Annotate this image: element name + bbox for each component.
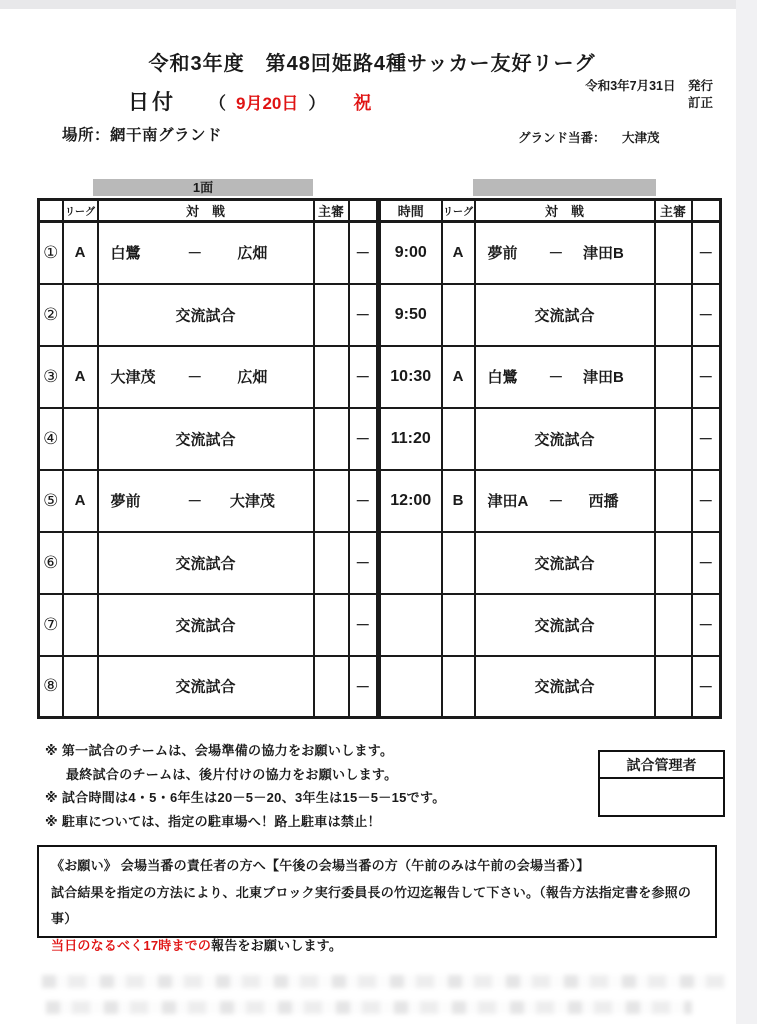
home-team-right: 津田A (487, 493, 529, 510)
joint-match-left: 交流試合 (175, 555, 236, 572)
referee-right (655, 408, 692, 470)
date-value: 9月20日 (236, 94, 299, 113)
referee-left (314, 470, 349, 532)
result-left: － (349, 222, 379, 284)
referee-left (314, 532, 349, 594)
vs-dash-right: － (548, 245, 564, 263)
match-time (379, 656, 442, 718)
matchup-right (475, 284, 655, 346)
away-team-left: 広畑 (237, 245, 268, 263)
matchup-left (98, 408, 314, 470)
matchup-right-wrap (476, 366, 654, 387)
date-label: 日付 (128, 91, 176, 114)
joint-match-right: 交流試合 (534, 431, 595, 448)
result-left: － (349, 594, 379, 656)
away-team-left: 広畑 (237, 369, 268, 386)
pitch-1-banner: 1面 (93, 179, 313, 196)
league-left (63, 594, 98, 656)
vs-dash-left: － (187, 369, 203, 386)
referee-right (655, 470, 692, 532)
note-line: ※ 第一試合のチームは、会場準備の協力をお願いします。 (45, 743, 394, 758)
joint-match-left: 交流試合 (175, 678, 236, 696)
matchup-right (475, 656, 655, 718)
matchup-right (475, 470, 655, 532)
matchup-left (98, 656, 314, 718)
match-number: ⑧ (39, 656, 63, 718)
header-referee-right: 主審 (655, 200, 692, 222)
matchup-right (475, 222, 655, 284)
referee-right (655, 594, 692, 656)
referee-right (655, 346, 692, 408)
date-paren-open: （ (209, 94, 226, 113)
request-line-3-rest: 報告をお願いします。 (211, 937, 343, 953)
match-manager-box (598, 750, 725, 817)
league-left (63, 656, 98, 718)
match-number: ⑥ (39, 532, 63, 594)
home-team-left: 白鷺 (110, 245, 141, 263)
scan-edge-right (736, 0, 757, 1024)
matchup-left (98, 532, 314, 594)
issue-date: 令和3年7月31日 発行 (585, 79, 713, 93)
league-right (442, 656, 475, 718)
result-right: － (692, 532, 721, 594)
joint-match-left: 交流試合 (175, 307, 236, 324)
venue-label: 場所：網干南グランド (62, 127, 223, 144)
pitch-banners (37, 179, 719, 196)
ground-duty-label: グランド当番： (518, 131, 606, 145)
matchup-left-wrap (99, 366, 313, 387)
league-left (63, 284, 98, 346)
schedule-row (39, 470, 721, 532)
vs-dash-right: － (548, 493, 564, 510)
request-line-3 (51, 933, 703, 960)
league-left: A (63, 470, 98, 532)
match-number: ⑦ (39, 594, 63, 656)
pitch-2-banner (473, 179, 656, 196)
vs-dash-right: － (548, 369, 564, 386)
joint-match-right: 交流試合 (534, 617, 595, 634)
result-left: － (349, 346, 379, 408)
header-blank-left (39, 200, 63, 222)
referee-right (655, 532, 692, 594)
away-team-right: 西播 (588, 493, 619, 510)
page-title: 令和3年度 第48回姫路4種サッカー友好リーグ (148, 53, 596, 75)
schedule-header-row (39, 200, 721, 222)
schedule-row (39, 656, 721, 718)
joint-match-right: 交流試合 (534, 307, 595, 324)
match-time: 9:50 (379, 284, 442, 346)
schedule-body (39, 222, 721, 718)
league-right (442, 532, 475, 594)
match-number: ① (39, 222, 63, 284)
referee-left (314, 346, 349, 408)
result-right: － (692, 594, 721, 656)
note-line: ※ 駐車については、指定の駐車場へ！路上駐車は禁止！ (45, 813, 381, 829)
referee-left (314, 656, 349, 718)
league-left (63, 532, 98, 594)
schedule-row (39, 408, 721, 470)
match-time: 12:00 (379, 470, 442, 532)
result-right: － (692, 408, 721, 470)
away-team-left: 大津茂 (229, 493, 275, 510)
matchup-right-wrap (476, 242, 654, 263)
league-right (442, 594, 475, 656)
joint-match-left: 交流試合 (175, 617, 236, 634)
home-team-left: 夢前 (110, 493, 141, 510)
matchup-left (98, 594, 314, 656)
bleed-through-text (42, 975, 726, 988)
home-team-left: 大津茂 (110, 369, 156, 386)
referee-left (314, 222, 349, 284)
scan-edge-top (0, 0, 757, 9)
league-right (442, 408, 475, 470)
matchup-left (98, 346, 314, 408)
revision-label: 訂正 (687, 96, 713, 110)
match-time: 11:20 (379, 408, 442, 470)
referee-left (314, 408, 349, 470)
result-left: － (349, 470, 379, 532)
note-line: 最終試合のチームは、後片付けの協力をお願いします。 (66, 766, 398, 782)
header-league-right: リーグ (442, 200, 475, 222)
away-team-right: 津田B (583, 245, 624, 263)
joint-match-left: 交流試合 (175, 431, 236, 448)
league-left: A (63, 222, 98, 284)
match-time (379, 594, 442, 656)
request-line-2: 試合結果を指定の方法により、北東ブロック実行委員長の竹辺迄報告して下さい。（報告方法指定書を参照の事） (51, 884, 692, 926)
header-vs-right: 対 戦 (475, 200, 655, 222)
match-number: ⑤ (39, 470, 63, 532)
match-number: ③ (39, 346, 63, 408)
match-time (379, 532, 442, 594)
match-schedule-table (37, 198, 722, 719)
result-left: － (349, 532, 379, 594)
league-left (63, 408, 98, 470)
match-number: ④ (39, 408, 63, 470)
schedule-row (39, 594, 721, 656)
request-box (37, 845, 717, 953)
result-left: － (349, 408, 379, 470)
referee-right (655, 222, 692, 284)
request-line-1: 《お願い》 会場当番の責任者の方へ【午後の会場当番の方（午前のみは午前の会場当番）】 (51, 858, 590, 873)
result-right: － (692, 284, 721, 346)
request-line-3-red: 当日のなるべく17時までの (51, 937, 212, 953)
matchup-right (475, 346, 655, 408)
result-left: － (349, 656, 379, 718)
home-team-right: 夢前 (487, 245, 518, 263)
result-right: － (692, 656, 721, 718)
schedule-row (39, 346, 721, 408)
schedule-row (39, 532, 721, 594)
note-line: ※ 試合時間は4・5・6年生は20－5－20、3年生は15－5－15です。 (45, 790, 446, 805)
away-team-right: 津田B (583, 369, 624, 386)
issue-info (585, 78, 713, 112)
header-result-left (349, 200, 379, 222)
league-right: A (442, 222, 475, 284)
league-right: B (442, 470, 475, 532)
home-team-right: 白鷺 (487, 369, 518, 386)
header-referee-left: 主審 (314, 200, 349, 222)
match-time: 10:30 (379, 346, 442, 408)
header-time: 時間 (379, 200, 442, 222)
schedule-row (39, 222, 721, 284)
vs-dash-left: － (187, 245, 203, 263)
schedule-row (39, 284, 721, 346)
header-result-right (692, 200, 721, 222)
result-right: － (692, 222, 721, 284)
joint-match-right: 交流試合 (534, 555, 595, 572)
bleed-through-text (46, 1001, 692, 1014)
header-league-left: リーグ (63, 200, 98, 222)
ground-duty (518, 128, 660, 146)
referee-right (655, 656, 692, 718)
referee-left (314, 284, 349, 346)
league-right (442, 284, 475, 346)
match-number: ② (39, 284, 63, 346)
matchup-right (475, 408, 655, 470)
vs-dash-left: － (187, 493, 203, 510)
date-paren-close: ） (308, 94, 326, 113)
league-left: A (63, 346, 98, 408)
matchup-right (475, 532, 655, 594)
matchup-left-wrap (99, 242, 313, 263)
league-right: A (442, 346, 475, 408)
matchup-left-wrap (99, 490, 313, 511)
header-vs-left: 対 戦 (98, 200, 314, 222)
referee-right (655, 284, 692, 346)
date-line (128, 86, 371, 116)
matchup-left (98, 470, 314, 532)
holiday-mark: 祝 (353, 93, 372, 113)
result-right: － (692, 346, 721, 408)
result-left: － (349, 284, 379, 346)
match-time: 9:00 (379, 222, 442, 284)
ground-duty-value: 大津茂 (622, 131, 660, 145)
matchup-right-wrap (476, 490, 654, 511)
notes-section (45, 739, 446, 833)
joint-match-right: 交流試合 (534, 678, 595, 696)
matchup-right (475, 594, 655, 656)
matchup-left (98, 222, 314, 284)
match-manager-label: 試合管理者 (600, 752, 723, 779)
result-right: － (692, 470, 721, 532)
referee-left (314, 594, 349, 656)
matchup-left (98, 284, 314, 346)
